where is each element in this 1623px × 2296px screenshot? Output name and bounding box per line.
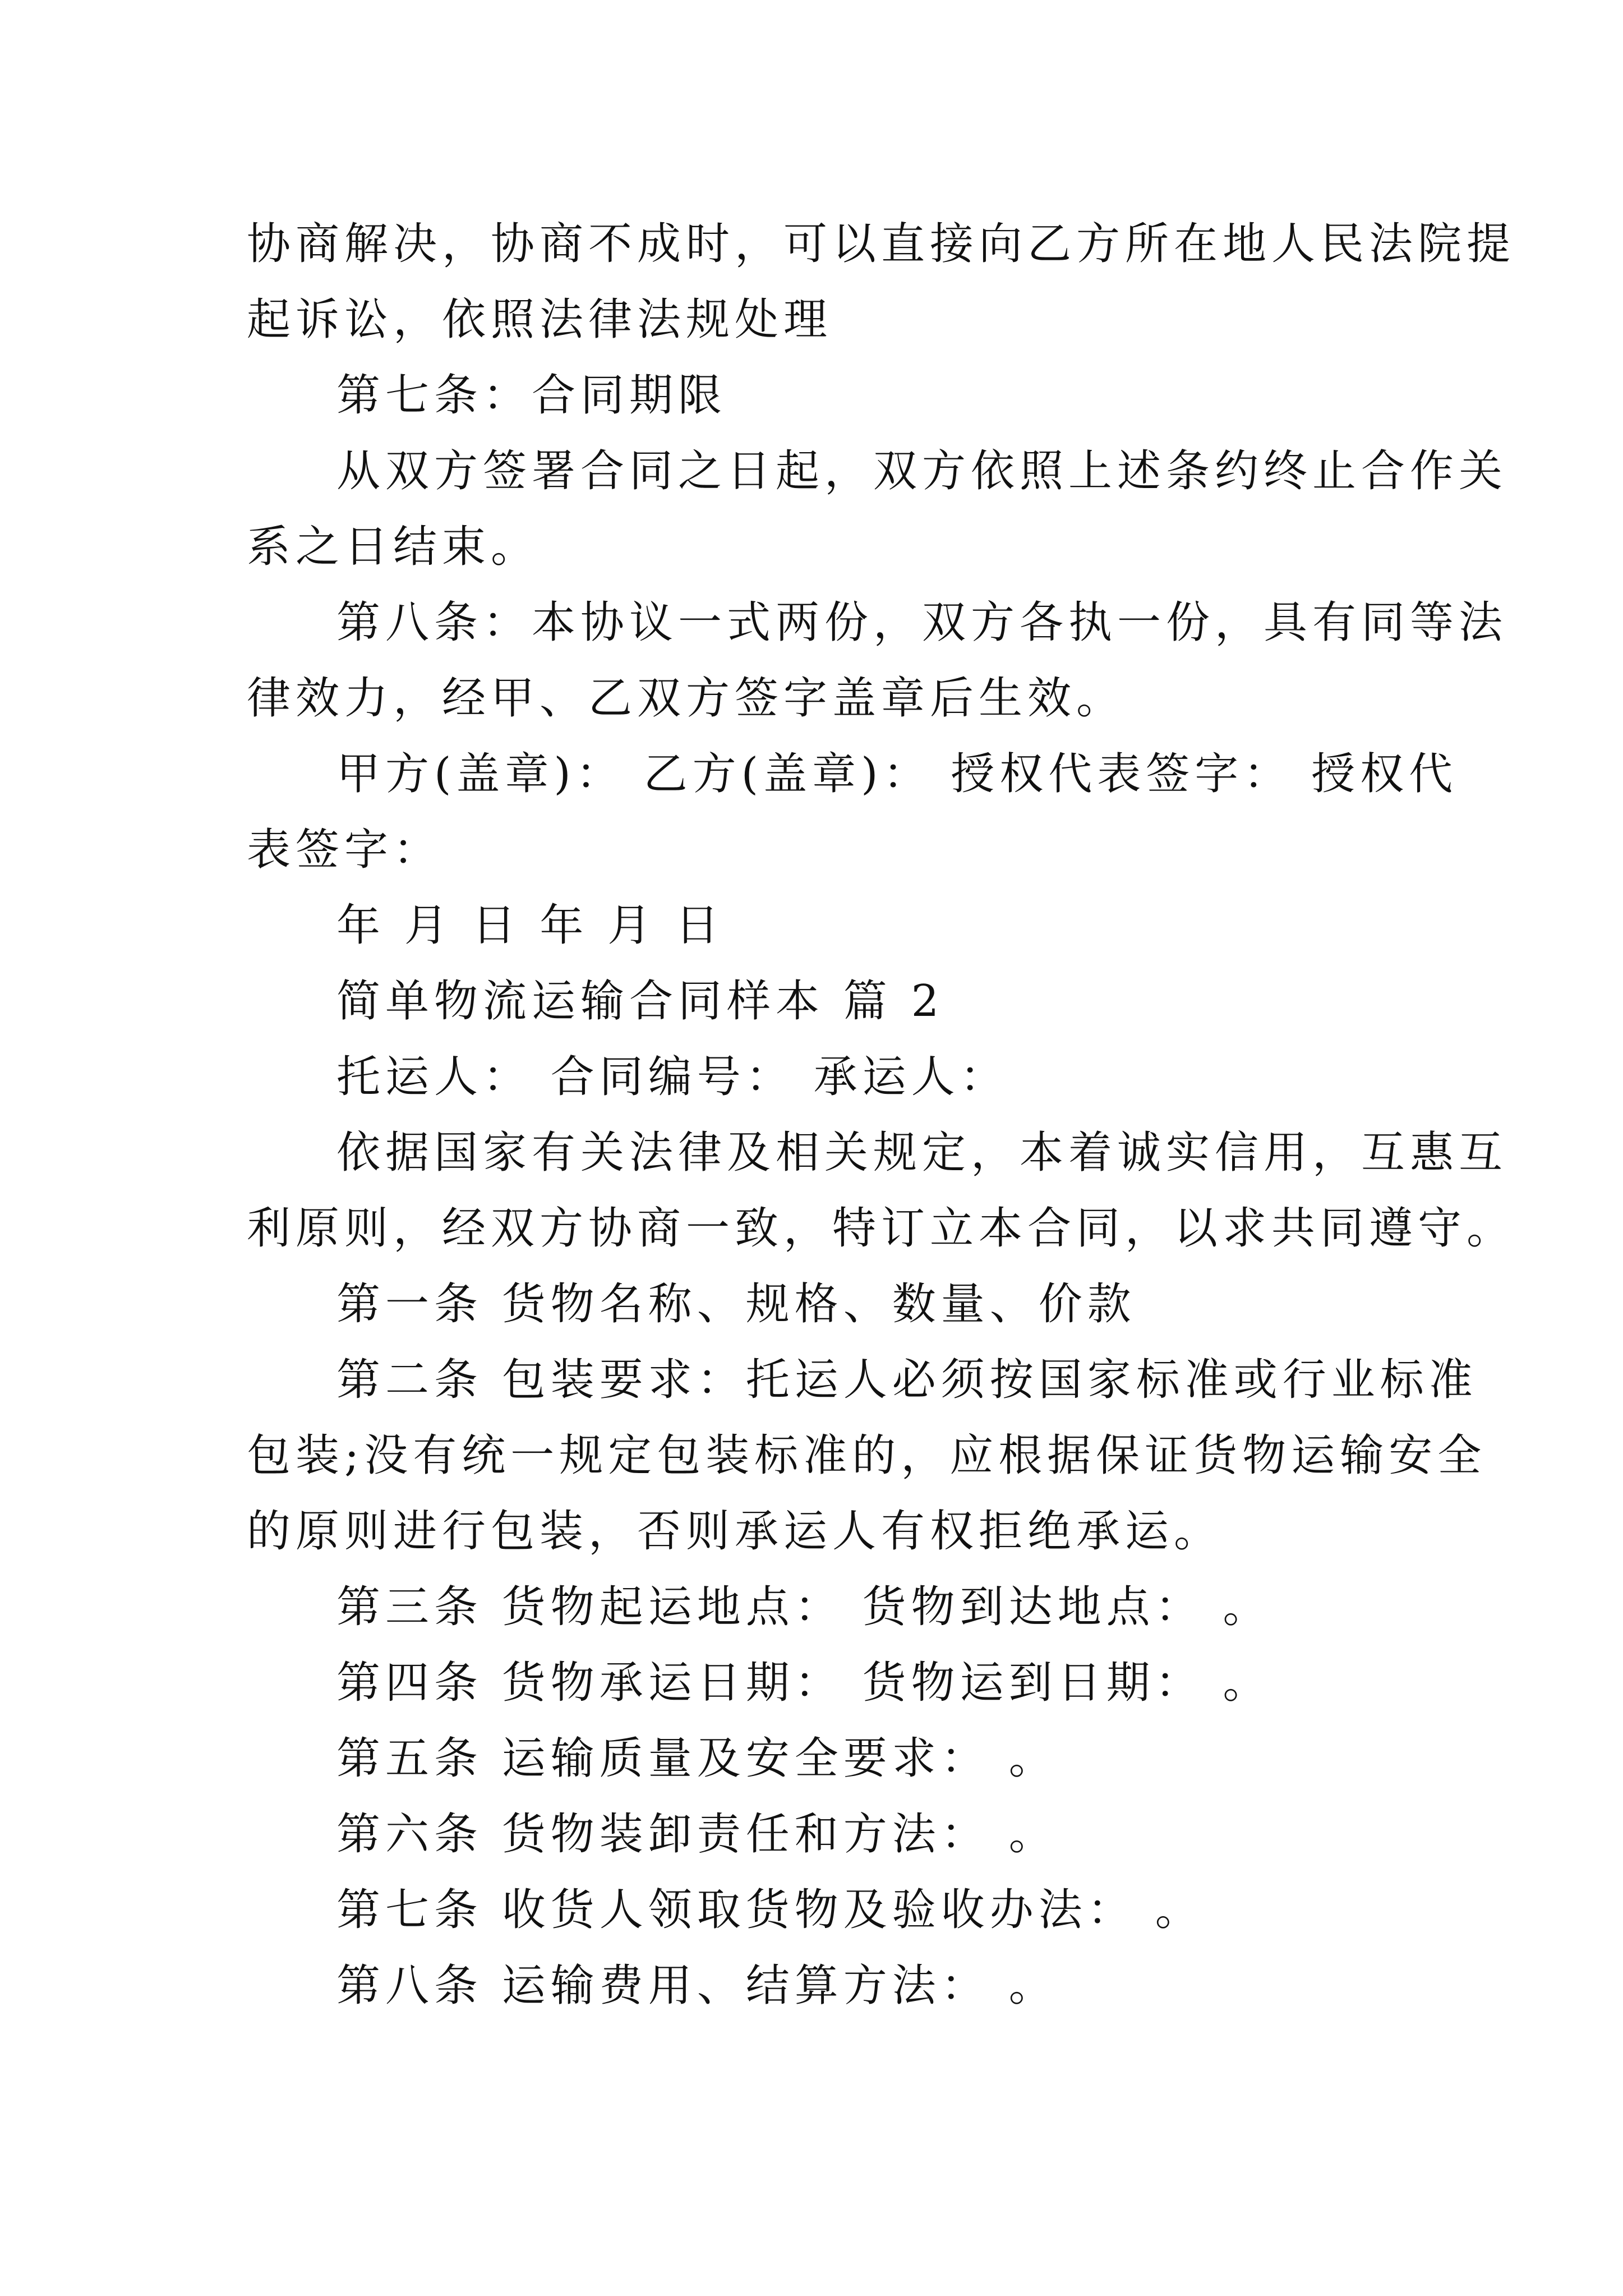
body-line: 第八条：本协议一式两份，双方各执一份，具有同等法: [336, 597, 1508, 648]
parties-line: 托运人： 合同编号： 承运人：: [336, 1052, 1009, 1102]
body-line: 协商解决，协商不成时，可以直接向乙方所在地人民法院提: [247, 219, 1516, 269]
body-line: 系之日结束。: [247, 522, 540, 572]
body-line: 起诉讼，依照法律法规处理: [247, 295, 833, 345]
article-line: 第一条 货物名称、规格、数量、价款: [336, 1279, 1136, 1329]
section-title: 简单物流运输合同样本 篇 2: [336, 976, 944, 1027]
body-line: 包装;没有统一规定包装标准的，应根据保证货物运输安全: [247, 1430, 1487, 1481]
article-line: 第三条 货物起运地点： 货物到达地点： 。: [336, 1582, 1272, 1632]
article-line: 第二条 包装要求：托运人必须按国家标准或行业标准: [336, 1355, 1478, 1405]
body-line: 律效力，经甲、乙双方签字盖章后生效。: [247, 673, 1126, 724]
body-line: 依据国家有关法律及相关规定，本着诚实信用，互惠互: [336, 1128, 1508, 1178]
article-line: 第五条 运输质量及安全要求： 。: [336, 1733, 1058, 1784]
article-heading: 第七条：合同期限: [336, 370, 727, 421]
article-line: 第六条 货物装卸责任和方法： 。: [336, 1809, 1058, 1860]
body-line: 利原则，经双方协商一致，特订立本合同，以求共同遵守。: [247, 1203, 1516, 1254]
body-line: 从双方签署合同之日起，双方依照上述条约终止合作关: [336, 446, 1508, 496]
article-line: 第四条 货物承运日期： 货物运到日期： 。: [336, 1658, 1272, 1708]
signature-line: 甲方(盖章)： 乙方(盖章)： 授权代表签字： 授权代: [336, 749, 1458, 799]
article-line: 第七条 收货人领取货物及验收办法： 。: [336, 1885, 1204, 1935]
body-line: 的原则进行包装，否则承运人有权拒绝承运。: [247, 1506, 1223, 1557]
article-line: 第八条 运输费用、结算方法： 。: [336, 1961, 1058, 2011]
signature-line: 表签字：: [247, 825, 442, 875]
date-line: 年 月 日 年 月 日: [336, 900, 724, 951]
